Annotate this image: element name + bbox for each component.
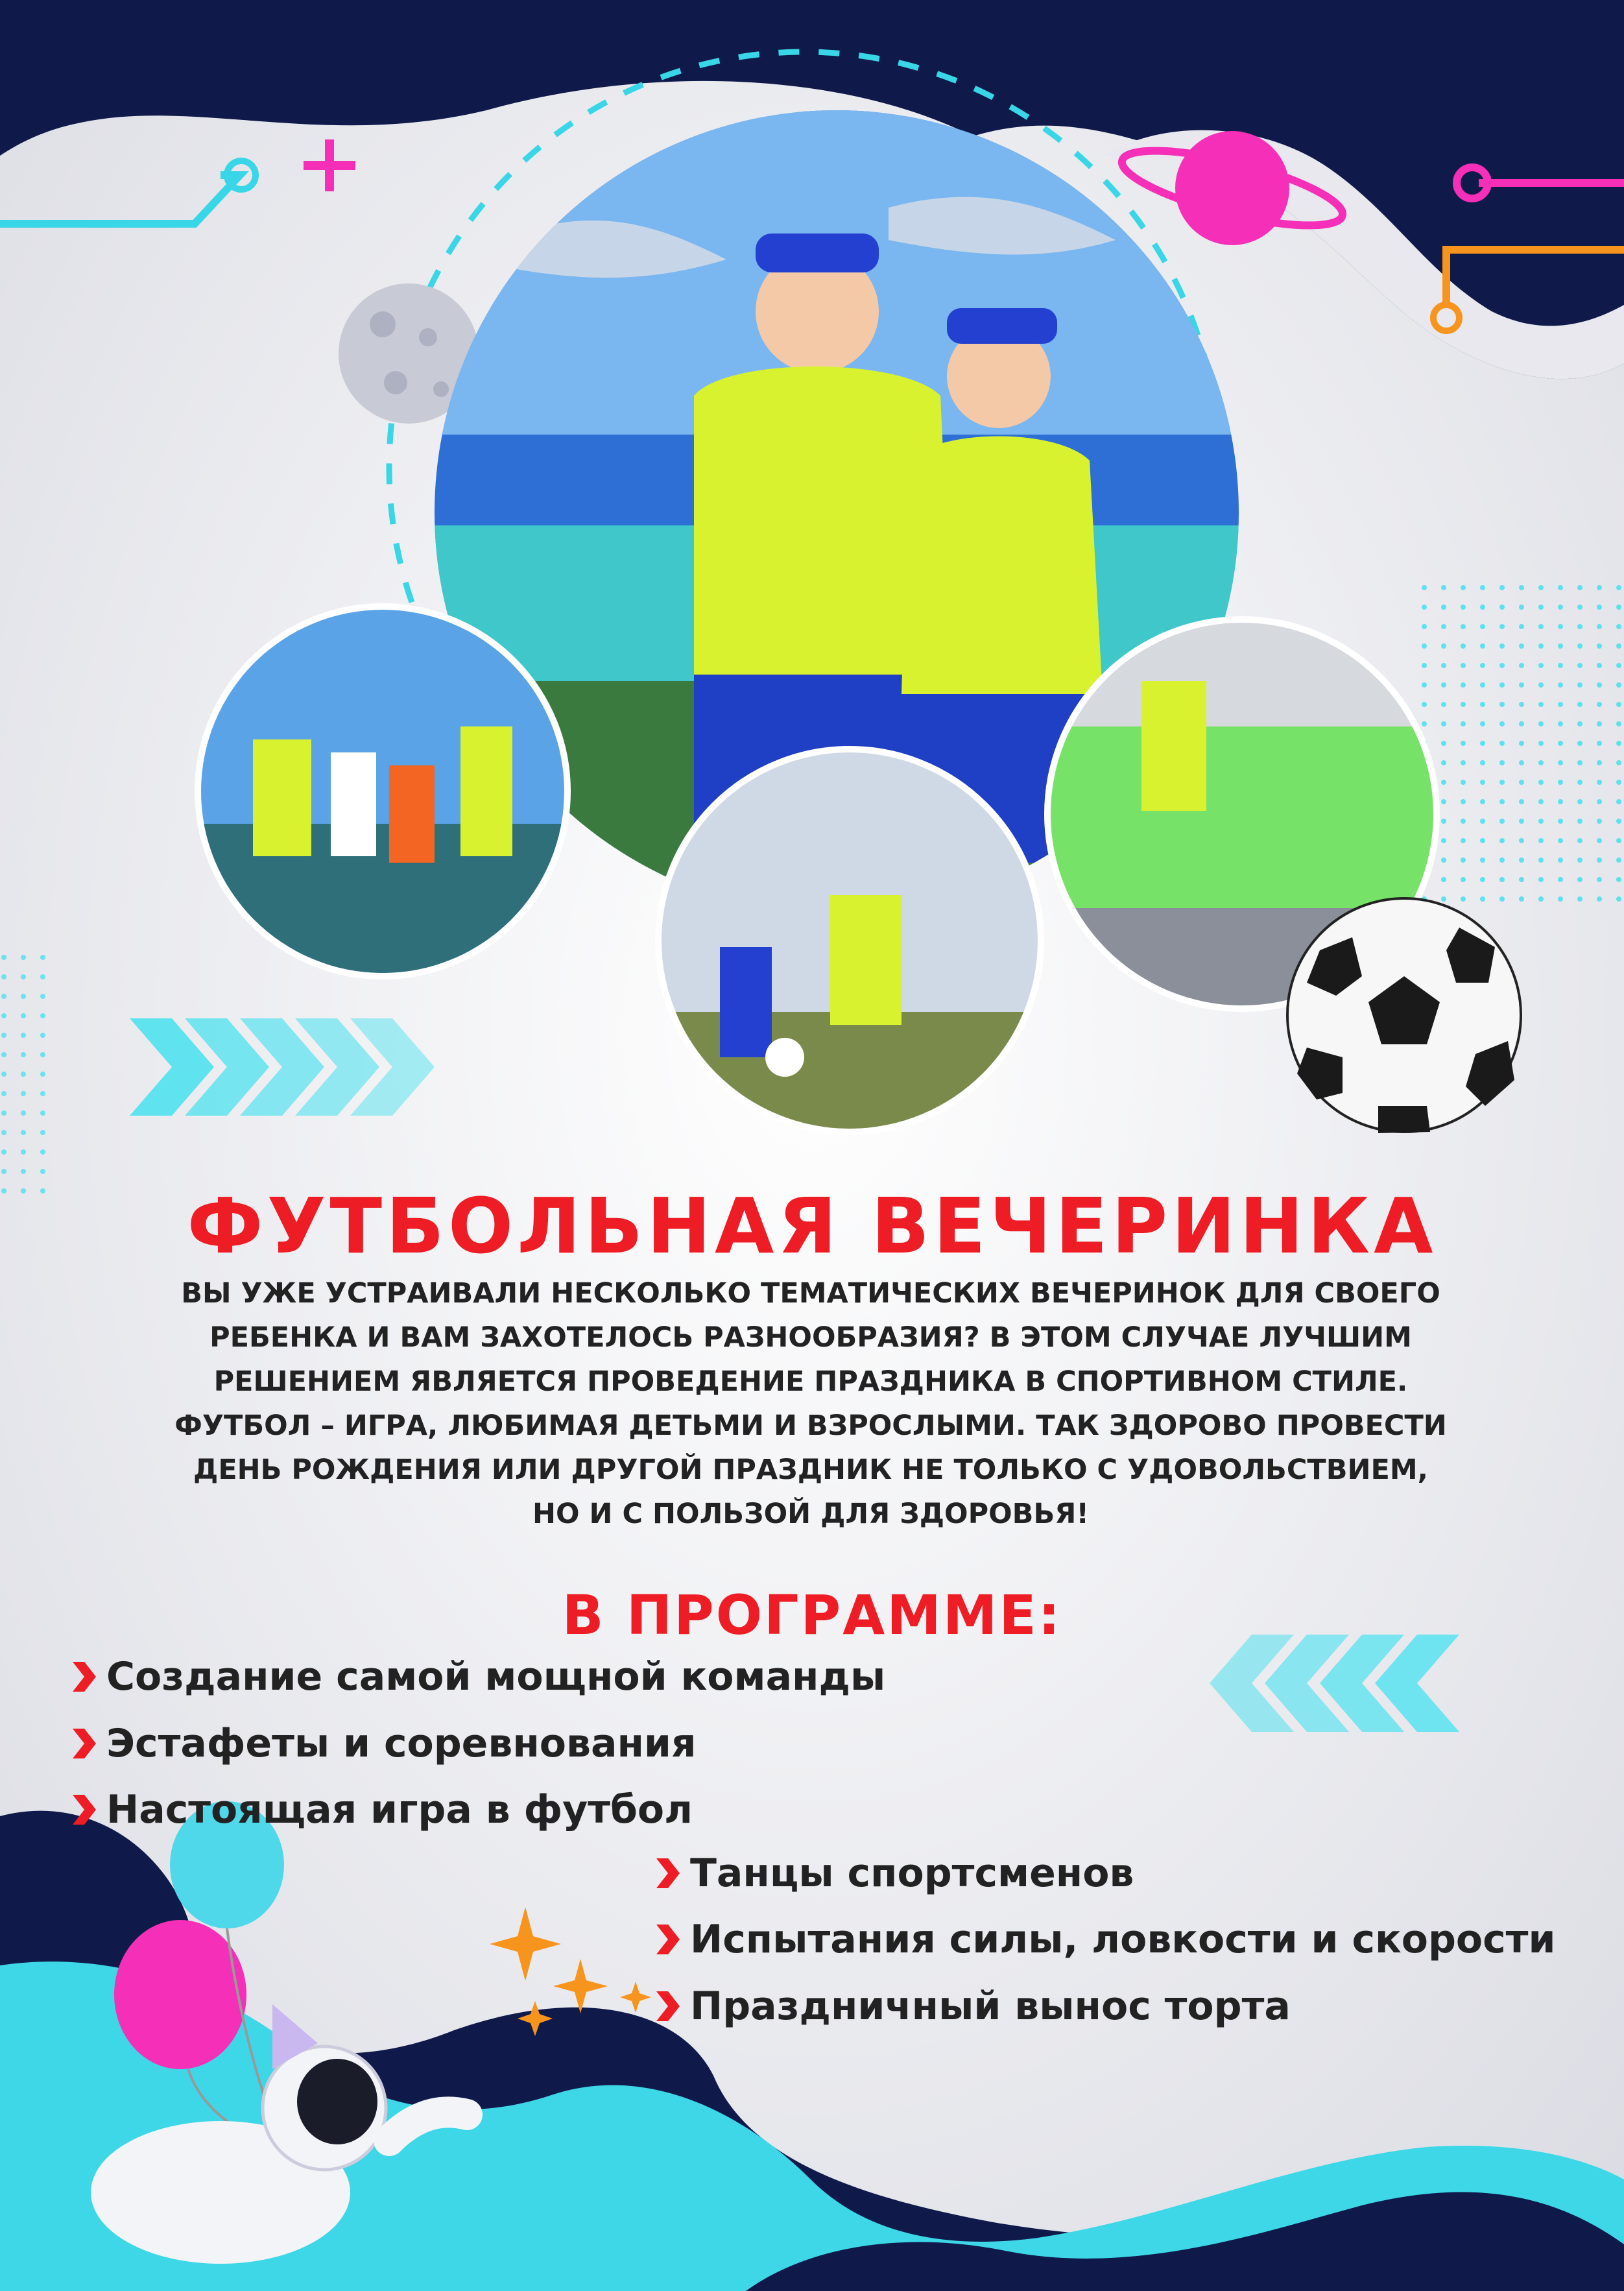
intro-line: ВЫ УЖЕ УСТРАИВАЛИ НЕСКОЛЬКО ТЕМАТИЧЕСКИХ ВЕЧЕРИНОК ДЛЯ СВОЕГО — [181, 1277, 1440, 1310]
intro-paragraph — [149, 1271, 1472, 1536]
program-item-label: Создание самой мощной команды — [106, 1654, 886, 1699]
intro-line: РЕШЕНИЕМ ЯВЛЯЕТСЯ ПРОВЕДЕНИЕ ПРАЗДНИКА В СПОРТИВНОМ СТИЛЕ. — [213, 1365, 1408, 1398]
chevron-right-icon — [655, 1857, 681, 1889]
intro-line: НО И С ПОЛЬЗОЙ ДЛЯ ЗДОРОВЬЯ! — [532, 1498, 1089, 1530]
program-item-label: Настоящая игра в футбол — [106, 1787, 693, 1832]
chevron-right-icon — [655, 1990, 681, 2022]
program-item-label: Эстафеты и соревнования — [106, 1721, 697, 1766]
program-heading: В ПРОГРАММЕ: — [562, 1583, 1062, 1647]
program-item — [655, 1841, 1134, 1906]
intro-line: РЕБЕНКА И ВАМ ЗАХОТЕЛОСЬ РАЗНООБРАЗИЯ? В ЭТОМ СЛУЧАЕ ЛУЧШИМ — [209, 1321, 1412, 1354]
program-item-label: Испытания силы, ловкости и скорости — [690, 1917, 1556, 1962]
chevron-right-icon — [71, 1727, 97, 1760]
chevron-right-icon — [655, 1923, 681, 1956]
program-item-label: Праздничный вынос торта — [690, 1984, 1291, 2029]
photo-team-kids — [195, 603, 571, 979]
intro-line: ДЕНЬ РОЖДЕНИЯ ИЛИ ДРУГОЙ ПРАЗДНИК НЕ ТОЛЬКО С УДОВОЛЬСТВИЕМ, — [193, 1454, 1428, 1486]
chevron-right-icon — [71, 1793, 97, 1826]
intro-line: ФУТБОЛ – ИГРА, ЛЮБИМАЯ ДЕТЬМИ И ВЗРОСЛЫМИ. ТАК ЗДОРОВО ПРОВЕСТИ — [174, 1409, 1447, 1442]
program-item-label: Танцы спортсменов — [690, 1851, 1134, 1896]
page-title: ФУТБОЛЬНАЯ ВЕЧЕРИНКА — [187, 1181, 1437, 1271]
program-item — [71, 1644, 885, 1709]
soccer-ball-icon — [1281, 892, 1527, 1138]
chevron-right-icon — [71, 1661, 97, 1693]
program-item — [655, 1907, 1556, 1972]
program-item — [655, 1974, 1291, 2039]
program-item — [71, 1711, 697, 1776]
photo-goal-kick — [655, 746, 1044, 1135]
program-item — [71, 1777, 693, 1842]
